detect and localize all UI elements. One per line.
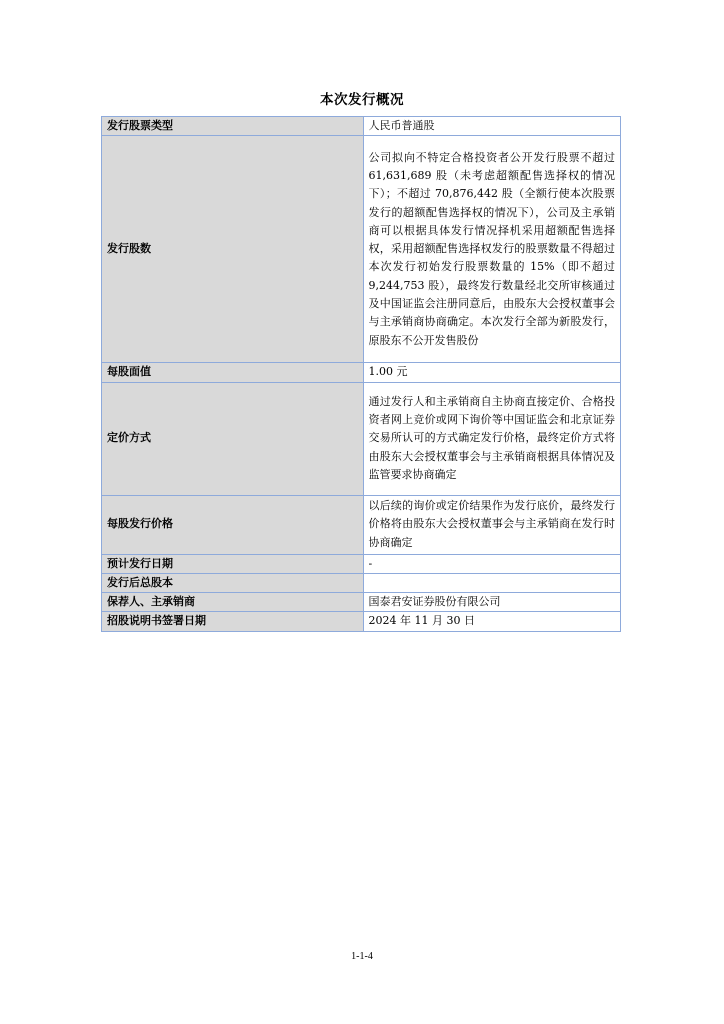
- row-value: 国泰君安证券股份有限公司: [363, 593, 621, 612]
- offering-overview-table: [101, 116, 621, 632]
- row-label: 发行股票类型: [102, 117, 364, 136]
- row-label: 预计发行日期: [102, 554, 364, 573]
- row-value: 通过发行人和主承销商自主协商直接定价、合格投资者网上竞价或网下询价等中国证监会和北京证券交易所认可的方式确定发行价格，最终定价方式将由股东大会授权董事会与主承销商根据具体情况及监管要求协商确定: [363, 382, 621, 495]
- document-title: 本次发行概况: [320, 92, 404, 108]
- row-label: 每股面值: [102, 363, 364, 382]
- table-row: [102, 495, 621, 554]
- table-row: [102, 612, 621, 631]
- table-row: [102, 593, 621, 612]
- row-value: 以后续的询价或定价结果作为发行底价，最终发行价格将由股东大会授权董事会与主承销商在发行时协商确定: [363, 495, 621, 554]
- row-label: 发行后总股本: [102, 573, 364, 592]
- row-label: 发行股数: [102, 136, 364, 363]
- row-value: 2024 年 11 月 30 日: [363, 612, 621, 631]
- row-label: 定价方式: [102, 382, 364, 495]
- table-row: [102, 554, 621, 573]
- row-value: [363, 573, 621, 592]
- table-row: [102, 136, 621, 363]
- row-value: -: [363, 554, 621, 573]
- row-label: 每股发行价格: [102, 495, 364, 554]
- table-row: [102, 382, 621, 495]
- row-value: 人民币普通股: [363, 117, 621, 136]
- row-value: 1.00 元: [363, 363, 621, 382]
- row-label: 招股说明书签署日期: [102, 612, 364, 631]
- row-label: 保荐人、主承销商: [102, 593, 364, 612]
- table-row: [102, 117, 621, 136]
- table-row: [102, 363, 621, 382]
- page-number: 1-1-4: [351, 951, 373, 962]
- table-row: [102, 573, 621, 592]
- row-value: 公司拟向不特定合格投资者公开发行股票不超过 61,631,689 股（未考虑超额配售选择权的情况下）；不超过 70,876,442 股（全额行使本次股票发行的超额配售选择权的情况下），公司及主承销商可以根据具体发行情况择机采用超额配售选择权，采用超额配售选择权发行的股票数量不得超过本次发行初始发行股票数量的 15%（即不超过 9,244,753 股），最终发行数量经北交所审核通过及中国证监会注册同意后，由股东大会授权董事会与主承销商协商确定。本次发行全部为新股发行，原股东不公开发售股份: [363, 136, 621, 363]
